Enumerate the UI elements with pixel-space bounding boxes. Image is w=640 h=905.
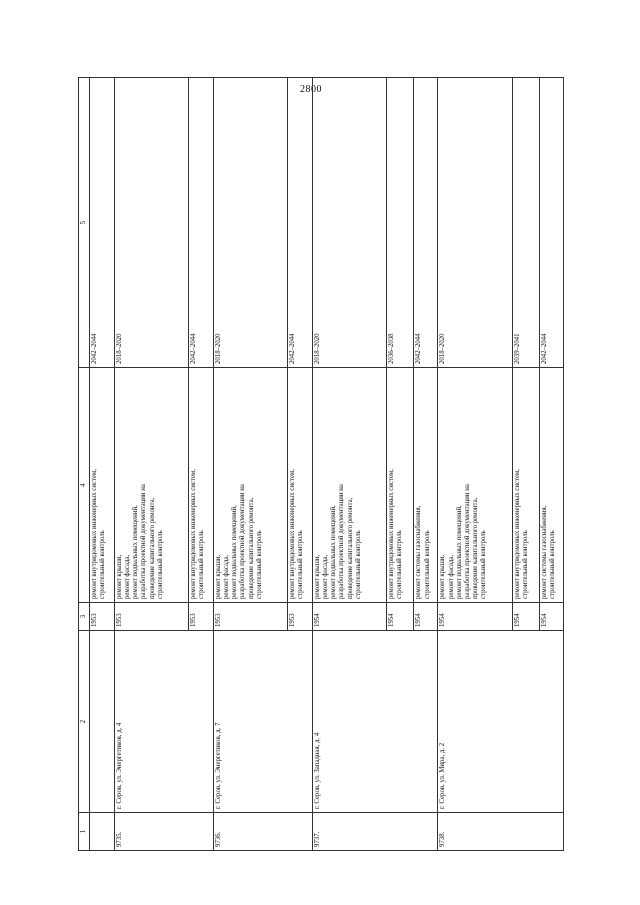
- table-row: [90, 78, 115, 851]
- work-line: проведение капитального ремонта,: [247, 497, 255, 599]
- year-cell: 1954: [414, 603, 438, 631]
- works-cell: [438, 368, 512, 603]
- period-cell: 2018–2020: [213, 78, 287, 368]
- page-number: 2800: [300, 84, 322, 95]
- works-cell: [539, 368, 563, 603]
- work-line: разработка проектной документации на: [140, 484, 148, 599]
- work-line: строительный контроль: [198, 530, 206, 599]
- work-line: ремонт крыши,: [214, 554, 222, 599]
- period-cell: 2039–2041: [512, 78, 539, 368]
- work-line: ремонт системы газоснабжения,: [540, 505, 548, 599]
- year-cell: 1954: [539, 603, 563, 631]
- works-cell: [288, 368, 313, 603]
- works-cell: [213, 368, 287, 603]
- period-cell: 2042–2044: [539, 78, 563, 368]
- work-line: ремонт фасада,: [222, 554, 230, 599]
- year-cell: 1953: [189, 603, 214, 631]
- row-number-cell: 9737.: [312, 813, 438, 851]
- work-line: ремонт внутридомовых инженерных систем,: [91, 469, 98, 599]
- work-line: ремонт внутридомовых инженерных систем,: [289, 469, 297, 599]
- period-cell: 2042–2044: [189, 78, 214, 368]
- table-row: [114, 78, 188, 851]
- period-cell: 2018–2020: [114, 78, 188, 368]
- row-number-cell: [90, 813, 115, 851]
- column-header: 5: [79, 78, 90, 368]
- work-line: разработка проектной документации на: [463, 484, 471, 599]
- work-line: проведение капитального ремонта,: [346, 497, 354, 599]
- address-cell: г. Серов, ул. Западная, д. 4: [312, 631, 438, 813]
- column-header: 1: [79, 813, 90, 851]
- works-cell: [512, 368, 539, 603]
- header-row: [79, 78, 90, 851]
- column-header: 2: [79, 631, 90, 813]
- work-line: строительный контроль: [297, 530, 305, 599]
- period-cell: 2036–2038: [387, 78, 414, 368]
- works-cell: [114, 368, 188, 603]
- year-cell: 1954: [387, 603, 414, 631]
- work-line: ремонт фасада,: [123, 554, 131, 599]
- repair-schedule-table: [78, 77, 564, 851]
- row-number-cell: 9735.: [114, 813, 213, 851]
- work-line: ремонт внутридомовых инженерных систем,: [513, 469, 521, 599]
- period-cell: 2018–2020: [438, 78, 512, 368]
- work-line: строительный контроль: [521, 530, 529, 599]
- work-line: разработка проектной документации на: [338, 484, 346, 599]
- column-header: 4: [79, 368, 90, 603]
- work-line: строительный контроль: [99, 530, 107, 599]
- work-line: ремонт крыши,: [115, 554, 123, 599]
- year-cell: 1954: [312, 603, 386, 631]
- work-line: строительный контроль: [480, 530, 488, 599]
- works-cell: [90, 368, 115, 603]
- work-line: разработка проектной документации на: [239, 484, 247, 599]
- work-line: строительный контроль: [255, 530, 263, 599]
- work-line: проведение капитального ремонта,: [472, 497, 480, 599]
- work-line: ремонт подвальных помещений,: [132, 505, 140, 599]
- works-cell: [414, 368, 438, 603]
- column-header: 3: [79, 603, 90, 631]
- work-line: проведение капитального ремонта,: [148, 497, 156, 599]
- period-cell: 2042–2044: [288, 78, 313, 368]
- table-row: [213, 78, 287, 851]
- work-line: ремонт внутридомовых инженерных систем,: [388, 469, 396, 599]
- period-cell: 2018–2020: [312, 78, 386, 368]
- work-line: ремонт подвальных помещений,: [231, 505, 239, 599]
- work-line: строительный контроль: [549, 530, 557, 599]
- work-line: ремонт подвальных помещений,: [455, 505, 463, 599]
- address-cell: г. Серов, ул. Энергетиков, д. 7: [213, 631, 312, 813]
- address-cell: г. Серов, ул. Энергетиков, д. 4: [114, 631, 213, 813]
- year-cell: 1954: [512, 603, 539, 631]
- work-line: строительный контроль: [396, 530, 404, 599]
- work-line: ремонт крыши,: [313, 554, 321, 599]
- table-row: [438, 78, 512, 851]
- row-number-cell: 9736.: [213, 813, 312, 851]
- rotated-table-area: [78, 78, 564, 851]
- address-cell: г. Серов, ул. Мира, д. 2: [438, 631, 564, 813]
- work-line: ремонт системы газоснабжения,: [415, 505, 423, 599]
- year-cell: 1953: [114, 603, 188, 631]
- works-cell: [189, 368, 214, 603]
- year-cell: 1953: [90, 603, 115, 631]
- work-line: строительный контроль: [156, 530, 164, 599]
- works-cell: [312, 368, 386, 603]
- year-cell: 1953: [213, 603, 287, 631]
- year-cell: 1954: [438, 603, 512, 631]
- row-number-cell: 9738.: [438, 813, 564, 851]
- period-cell: 2042–2044: [414, 78, 438, 368]
- rotated-table-wrapper: [78, 78, 564, 851]
- work-line: строительный контроль: [423, 530, 431, 599]
- table-row: [312, 78, 386, 851]
- period-cell: 2042–2044: [90, 78, 115, 368]
- work-line: строительный контроль: [354, 530, 362, 599]
- work-line: ремонт внутридомовых инженерных систем,: [190, 469, 198, 599]
- year-cell: 1953: [288, 603, 313, 631]
- work-line: ремонт фасада,: [447, 554, 455, 599]
- table-body: [90, 78, 564, 851]
- works-cell: [387, 368, 414, 603]
- work-line: ремонт крыши,: [439, 554, 447, 599]
- address-cell: [90, 631, 115, 813]
- work-line: ремонт подвальных помещений,: [330, 505, 338, 599]
- work-line: ремонт фасада,: [322, 554, 330, 599]
